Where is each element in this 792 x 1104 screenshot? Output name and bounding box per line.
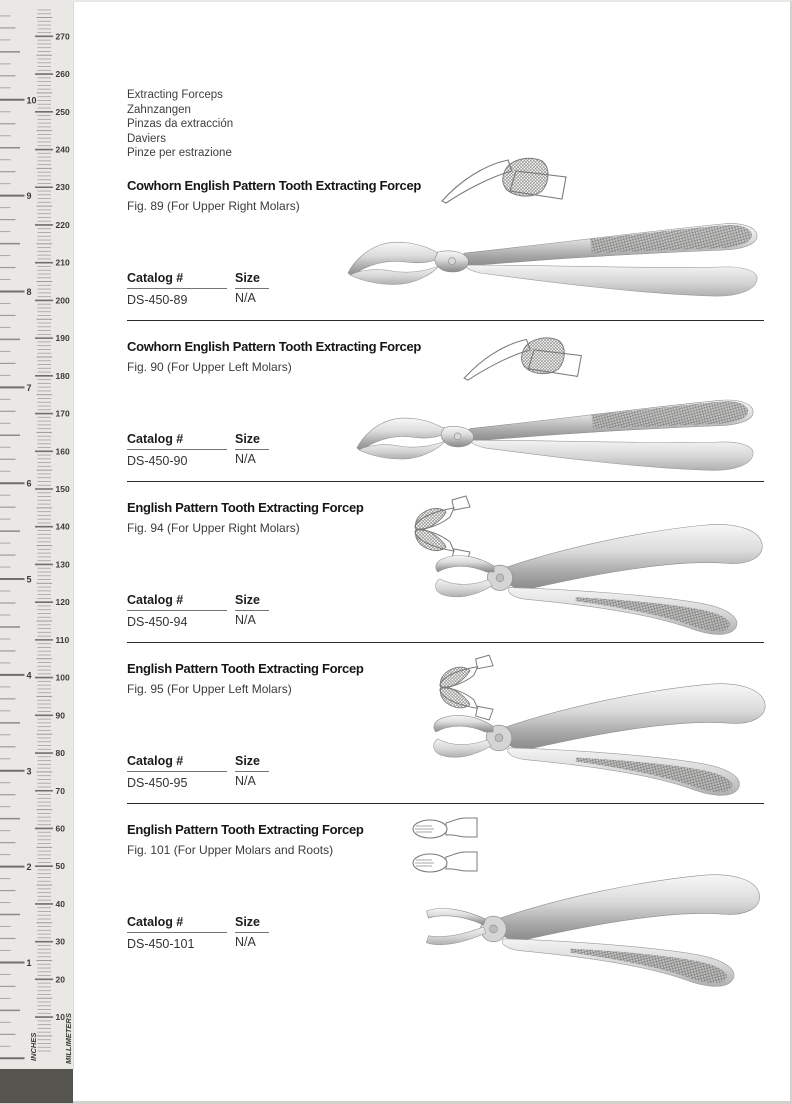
intro-line: Pinze per estrazione: [127, 147, 232, 160]
svg-text:7: 7: [26, 382, 32, 393]
forceps-image: [428, 662, 773, 802]
cowhorn-tip-icon: [459, 331, 594, 383]
inches-caption: INCHES: [29, 1032, 38, 1061]
catalog-number: DS-450-95: [127, 776, 188, 790]
svg-text:170: 170: [55, 408, 70, 419]
spec-table: [127, 593, 269, 629]
svg-text:130: 130: [55, 559, 70, 570]
ruler: [0, 2, 74, 1069]
svg-text:220: 220: [55, 219, 70, 230]
product-figure: Fig. 94 (For Upper Right Molars): [127, 521, 300, 535]
size-header: Size: [235, 754, 269, 772]
intro-line: Pinzas da extracción: [127, 118, 234, 131]
svg-text:210: 210: [55, 257, 70, 268]
svg-text:260: 260: [55, 69, 70, 80]
svg-text:80: 80: [55, 748, 65, 759]
product-row: [127, 822, 764, 964]
cowhorn-tip-icon: [438, 151, 578, 206]
svg-text:60: 60: [55, 823, 65, 834]
product-title: English Pattern Tooth Extracting Forcep: [127, 500, 364, 515]
size-header: Size: [235, 915, 269, 933]
spec-table: [127, 754, 269, 790]
product-title: English Pattern Tooth Extracting Forcep: [127, 661, 364, 676]
catalog-header: Catalog #: [127, 754, 227, 772]
size-value: N/A: [235, 774, 256, 788]
catalog-header: Catalog #: [127, 915, 227, 933]
product-title: English Pattern Tooth Extracting Forcep: [127, 822, 364, 837]
intro-line: Daviers: [127, 132, 166, 145]
svg-text:230: 230: [55, 182, 70, 193]
svg-text:4: 4: [26, 670, 32, 681]
product-title: Cowhorn English Pattern Tooth Extracting Forcep: [127, 339, 422, 354]
intro-line: Extracting Forceps: [127, 89, 223, 101]
size-value: N/A: [235, 935, 256, 949]
svg-text:110: 110: [55, 634, 70, 645]
spec-table: [127, 432, 269, 468]
size-value: N/A: [235, 613, 256, 627]
ruler-scale: [0, 2, 73, 1069]
svg-text:190: 190: [55, 333, 70, 344]
svg-text:8: 8: [26, 287, 32, 297]
forceps-image: [340, 207, 765, 302]
svg-text:6: 6: [26, 478, 32, 489]
svg-text:200: 200: [55, 295, 70, 306]
svg-text:10: 10: [26, 95, 37, 106]
svg-text:100: 100: [55, 672, 70, 683]
catalog-number: DS-450-94: [127, 615, 188, 629]
product-figure: Fig. 89 (For Upper Right Molars): [127, 199, 300, 213]
svg-text:1: 1: [26, 957, 32, 968]
intro-heading: [127, 88, 233, 161]
size-header: Size: [235, 271, 269, 289]
spec-table: [127, 271, 269, 307]
svg-text:120: 120: [55, 597, 70, 608]
svg-text:3: 3: [26, 766, 32, 777]
size-header: Size: [235, 432, 269, 450]
millimeters-caption: MILLIMETERS: [64, 1013, 73, 1064]
product-row: [127, 178, 764, 321]
svg-text:250: 250: [55, 106, 70, 117]
svg-text:9: 9: [26, 191, 32, 202]
svg-text:30: 30: [55, 936, 65, 947]
catalog-header: Catalog #: [127, 432, 227, 450]
svg-text:180: 180: [55, 370, 70, 381]
intro-line: Zahnzangen: [127, 103, 191, 116]
svg-text:5: 5: [26, 574, 32, 585]
svg-text:240: 240: [55, 144, 70, 155]
size-header: Size: [235, 593, 269, 611]
product-row: [127, 500, 764, 643]
catalog-header: Catalog #: [127, 271, 227, 289]
ruler-end-block: [0, 1069, 73, 1103]
product-figure: Fig. 95 (For Upper Left Molars): [127, 682, 292, 696]
svg-text:40: 40: [55, 898, 65, 909]
svg-text:150: 150: [55, 484, 70, 494]
product-figure: Fig. 101 (For Upper Molars and Roots): [127, 843, 334, 857]
svg-text:140: 140: [55, 521, 70, 532]
forceps-image: [425, 504, 775, 640]
svg-text:2: 2: [26, 862, 32, 873]
svg-text:70: 70: [55, 785, 65, 796]
svg-text:20: 20: [55, 974, 65, 985]
spec-table: [127, 915, 269, 951]
svg-text:50: 50: [55, 861, 65, 872]
product-figure: Fig. 90 (For Upper Left Molars): [127, 360, 292, 374]
svg-text:270: 270: [55, 31, 70, 42]
svg-text:160: 160: [55, 446, 70, 457]
size-value: N/A: [235, 291, 256, 305]
product-title: Cowhorn English Pattern Tooth Extracting Forcep: [127, 178, 422, 193]
catalog-number: DS-450-90: [127, 454, 188, 468]
catalog-number: DS-450-101: [127, 937, 195, 951]
forceps-image: [345, 384, 765, 476]
product-row: [127, 339, 764, 482]
size-value: N/A: [235, 452, 256, 466]
svg-text:90: 90: [55, 710, 65, 721]
forceps-image: [415, 854, 775, 992]
product-row: [127, 661, 764, 804]
catalog-number: DS-450-89: [127, 293, 188, 307]
catalog-header: Catalog #: [127, 593, 227, 611]
svg-text:10: 10: [55, 1012, 65, 1023]
